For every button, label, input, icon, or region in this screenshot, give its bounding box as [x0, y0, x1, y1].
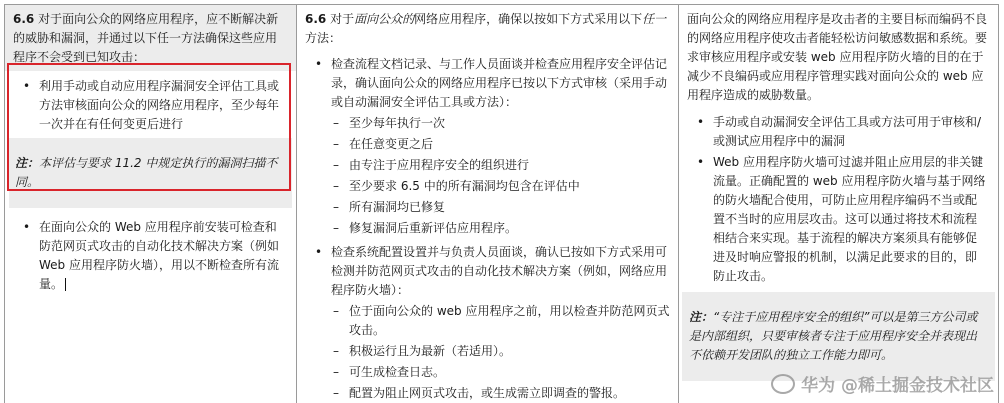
guidance-bullet-waf: • Web 应用程序防火墙可过滤并阻止应用层的非关键流量。正确配置的 web 应用程序防火墙与基于网络的防火墙配合使用，可防止应用程序编码不当或配置不当时的应用层攻击。这可以通过将技术和流程相结合来实现。基于流程的解决方案须具有能够促进及时响应警报的机制，以满足此要求的目的，即防止攻击。	[687, 153, 988, 286]
test-dash-item: – 配置为阻止网页式攻击，或生成需立即调查的警报。	[305, 384, 670, 403]
test-bullet-review: • 检查流程文档记录、与工作人员面谈并检查应用程序安全评估记录，确认面向公众的网络应用程序已按以下方式审核（采用手动或自动漏洞安全评估工具或方法）：	[305, 55, 670, 112]
guidance-note: 注：“专注于应用程序安全的组织”可以是第三方公司或是内部组织，只要审核者专注于应用程序安全并表现出不依赖开发团队的独立工作能力即可。	[689, 310, 978, 362]
test-dash-item: – 至少每年执行一次	[305, 114, 670, 133]
test-intro: 6.6 对于面向公众的网络应用程序，确保以按如下方式采用以下任一方法：	[305, 12, 667, 45]
test-dash-item: – 修复漏洞后重新评估应用程序。	[305, 219, 670, 238]
requirements-table	[4, 4, 999, 403]
guidance-bullet-tools: • 手动或自动漏洞安全评估工具或方法可用于审核和/或测试应用程序中的漏洞	[687, 113, 988, 151]
req-bullet-waf: • 在面向公众的 Web 应用程序前安装可检查和防范网页式攻击的自动化技术解决方案（例如 Web 应用程序防火墙），用以不断检查所有流量。	[13, 218, 288, 294]
req-intro: 6.6 对于面向公众的网络应用程序，应不断解决新的威胁和漏洞，并通过以下任一方法确保这些应用程序不会受到已知攻击：	[13, 12, 279, 64]
column-guidance	[679, 5, 999, 403]
test-dash-item: – 至少要求 6.5 中的所有漏洞均包含在评估中	[305, 177, 670, 196]
guidance-intro: 面向公众的网络应用程序是攻击者的主要目标而编码不良的网络应用程序使攻击者能轻松访问敏感数据和系统。要求审核应用程序或安装 web 应用程序防火墙的目的在于减少不良编码或应用程序管理实践对面向公众的 web 应用程序造成的威胁数量。	[687, 12, 988, 102]
column-requirement	[5, 5, 297, 403]
column-testing	[297, 5, 679, 403]
test-dash-item: – 可生成检查日志。	[305, 363, 670, 382]
watermark	[771, 371, 994, 396]
req-bullet-assessment: • 利用手动或自动应用程序漏洞安全评估工具或方法审核面向公众的网络应用程序，至少每年一次并在有任何变更后进行	[13, 77, 288, 134]
watermark-text: 华为 @稀土掘金技术社区	[801, 376, 994, 396]
test-dash-item: – 在任意变更之后	[305, 135, 670, 154]
test-dash-item: – 积极运行且为最新（若适用）。	[305, 342, 670, 361]
highlight-box	[7, 63, 291, 191]
test-bullet-config: • 检查系统配置设置并与负责人员面谈，确认已按如下方式采用可检测并防范网页式攻击的自动化技术解决方案（例如，网络应用程序防火墙）：	[305, 243, 670, 300]
text-cursor	[65, 278, 66, 291]
weibo-logo-icon	[771, 374, 795, 394]
test-dash-item: – 位于面向公众的 web 应用程序之前，用以检查并防范网页式攻击。	[305, 302, 670, 340]
req-note: 注：本评估与要求 11.2 中规定执行的漏洞扫描不同。	[15, 156, 278, 189]
test-dash-item: – 所有漏洞均已修复	[305, 198, 670, 217]
test-dash-item: – 由专注于应用程序安全的组织进行	[305, 156, 670, 175]
